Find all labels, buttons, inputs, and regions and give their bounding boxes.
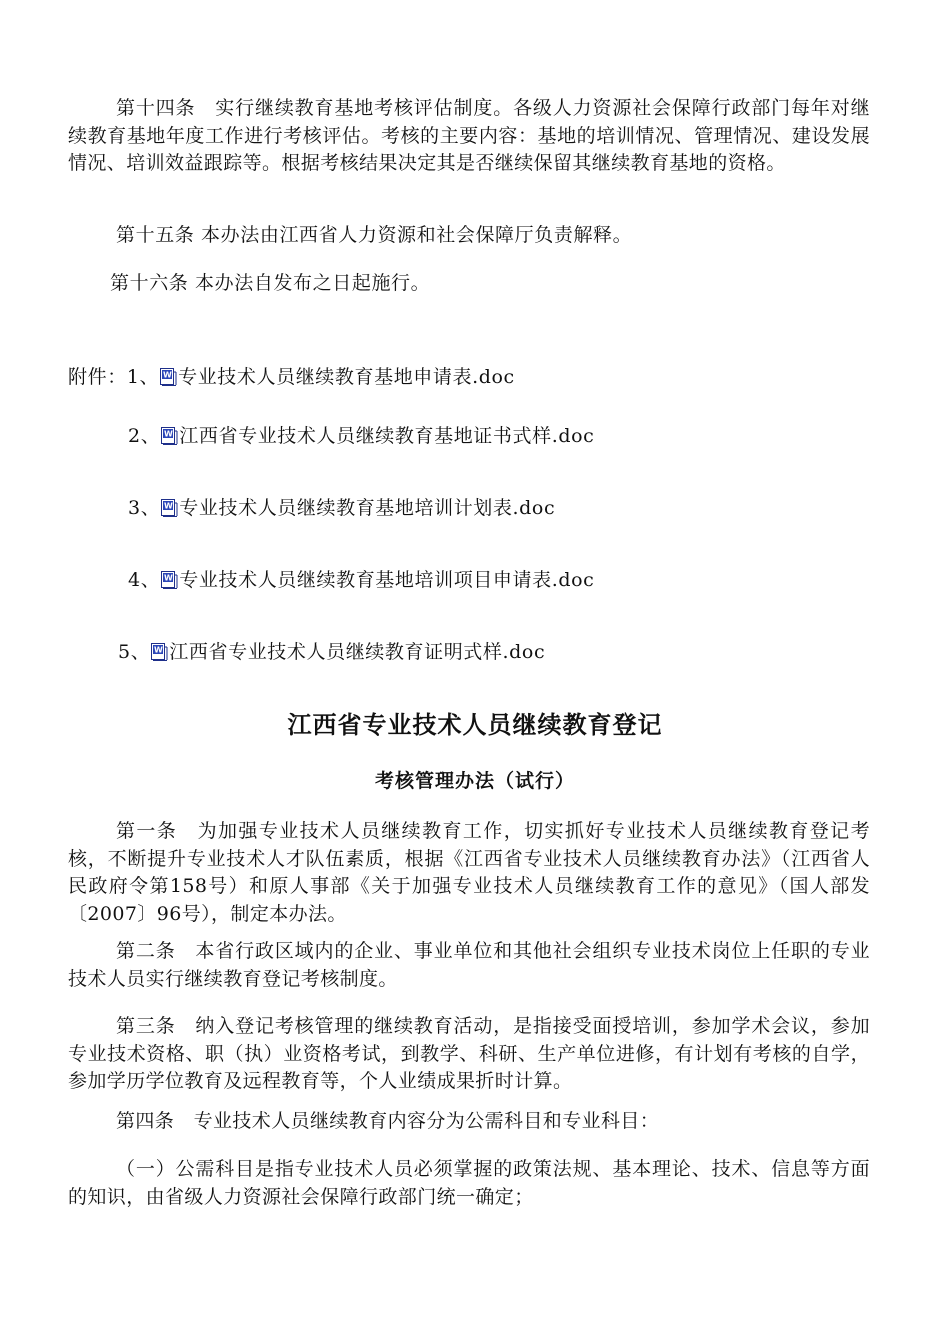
attachment-file-link[interactable]: 专业技术人员继续教育基地申请表.doc [178,366,515,388]
article-4: 第四条 专业技术人员继续教育内容分为公需科目和专业科目： [116,1110,660,1132]
attachment-item-2[interactable] [128,423,594,449]
article-4-item-1: （一）公需科目是指专业技术人员必须掌握的政策法规、基本理论、技术、信息等方面的知识，由省级人力资源社会保障行政部门统一确定； [68,1158,870,1208]
article-16: 第十六条 本办法自发布之日起施行。 [110,272,431,294]
attachment-number: 1、 [126,366,160,388]
svg-text:W: W [164,573,174,583]
svg-text:W: W [164,501,174,511]
document-subtitle: 考核管理办法（试行） [374,770,575,792]
svg-text:W: W [164,429,174,439]
attachment-number: 2、 [128,425,161,447]
attachment-file-link[interactable]: 专业技术人员继续教育基地培训计划表.doc [179,497,556,519]
svg-text:W: W [154,645,164,655]
article-15: 第十五条 本办法由江西省人力资源和社会保障厅负责解释。 [116,224,633,246]
attachment-item-3[interactable] [128,495,555,521]
article-14: 第十四条 实行继续教育基地考核评估制度。各级人力资源社会保障行政部门每年对继续教育基地年度工作进行考核评估。考核的主要内容：基地的培训情况、管理情况、建设发展情况、培训效益跟踪等。根据考核结果决定其是否继续保留其继续教育基地的资格。 [68,97,870,174]
word-doc-icon[interactable] [161,499,178,517]
attachments-label: 附件： [68,366,127,388]
word-doc-icon[interactable] [161,427,178,445]
attachment-item-5[interactable] [118,639,545,665]
article-3: 第三条 纳入登记考核管理的继续教育活动，是指接受面授培训，参加学术会议，参加专业技术资格、职（执）业资格考试，到教学、科研、生产单位进修，有计划有考核的自学，参加学历学位教育及远程教育等，个人业绩成果折时计算。 [68,1015,870,1092]
article-2: 第二条 本省行政区域内的企业、事业单位和其他社会组织专业技术岗位上任职的专业技术人员实行继续教育登记考核制度。 [68,940,870,990]
attachment-number: 5、 [118,641,151,663]
svg-text:W: W [163,370,173,380]
attachment-file-link[interactable]: 专业技术人员继续教育基地培训项目申请表.doc [179,569,595,591]
attachment-number: 4、 [128,569,161,591]
word-doc-icon[interactable] [161,571,178,589]
word-doc-icon[interactable] [151,643,168,661]
attachment-number: 3、 [128,497,161,519]
attachment-file-link[interactable]: 江西省专业技术人员继续教育基地证书式样.doc [179,425,595,447]
word-doc-icon[interactable] [160,368,177,386]
article-1: 第一条 为加强专业技术人员继续教育工作，切实抓好专业技术人员继续教育登记考核，不断提升专业技术人才队伍素质，根据《江西省专业技术人员继续教育办法》（江西省人民政府令第158号）和原人事部《关于加强专业技术人员继续教育工作的意见》（国人部发〔2007〕96号），制定本办法。 [68,820,870,925]
document-title: 江西省专业技术人员继续教育登记 [287,711,663,739]
attachment-item-4[interactable] [128,567,594,593]
attachment-item-1[interactable] [68,364,515,390]
attachment-file-link[interactable]: 江西省专业技术人员继续教育证明式样.doc [169,641,546,663]
